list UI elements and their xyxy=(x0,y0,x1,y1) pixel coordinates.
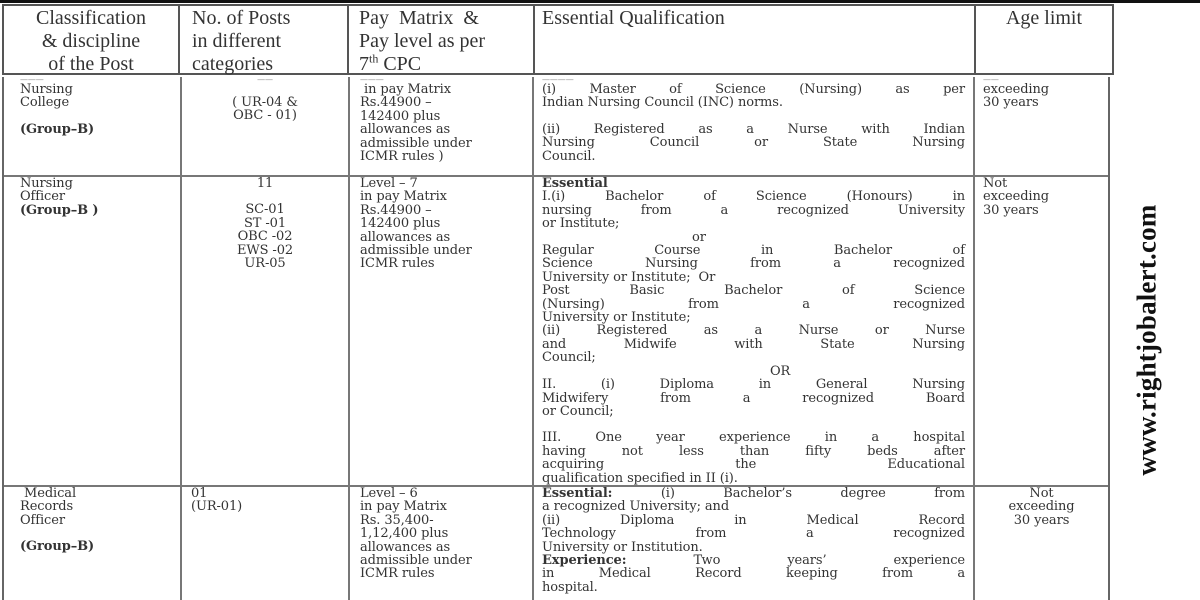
experience-label: Experience: xyxy=(542,553,627,569)
header-no-of-posts: No. of Posts in different categories xyxy=(180,6,349,73)
cell-posts: 11 SC-01 ST -01 OBC -02 EWS -02 UR-05 xyxy=(182,177,350,485)
cell-posts: —— ( UR-04 & OBC - 01) xyxy=(182,77,350,175)
watermark xyxy=(1127,180,1167,500)
table-header xyxy=(2,4,1114,75)
group-label: (Group–B ) xyxy=(20,202,99,218)
cell-post: ——— Nursing College (Group–B) xyxy=(4,77,182,175)
cell-qualification: Essential I.(i) Bachelor of Science (Honours) in nursing from a recognized University or Institute; or Regular Course in Bachelor of Science Nursing from a recognized University or Institute; Or Post Basic Bachelor of Science (Nursing) from a recognized University or Institute; (ii) Registered as a Nurse or Nurse and Midwife with State Nursing Council; OR II. (i) Diploma in General Nursing Midwifery from a recognized Board or Council; III. One year experience in a hospital having not less than fifty beds after acquiring the Educational qualification specified in II (i). xyxy=(534,177,975,485)
cell-age: Not exceeding 30 years xyxy=(983,176,1049,218)
header-age-limit: Age limit xyxy=(1005,7,1083,29)
header-classification: Classification & discipline of the Post xyxy=(4,6,180,73)
cell-post: Nursing Officer (Group–B ) xyxy=(4,177,182,485)
header-essential-qualification: Essential Qualification xyxy=(535,6,976,73)
posts-total: 11 xyxy=(256,176,274,191)
essential-heading: Essential xyxy=(542,176,608,191)
top-border xyxy=(0,0,1200,3)
cell-age: —— exceeding 30 years xyxy=(983,77,1049,111)
cell-pay: Level – 7 in pay Matrix Rs.44900 – 142400 plus allowances as admissible under ICMR rules xyxy=(350,177,534,485)
header-pay-matrix: Pay Matrix & Pay level as per 7th CPC xyxy=(349,6,535,73)
cell-pay: Level – 6 in pay Matrix Rs. 35,400- 1,12,400 plus allowances as admissible under ICMR rules xyxy=(350,487,534,600)
table-row-medical-records-officer xyxy=(4,487,1108,600)
table-row-nursing-college xyxy=(4,77,1108,177)
cell-pay: ——— in pay Matrix Rs.44900 – 142400 plus allowances as admissible under ICMR rules ) xyxy=(350,77,534,175)
header-pay-cpc: 7th CPC xyxy=(359,51,422,75)
table-row-nursing-officer xyxy=(4,177,1108,487)
cell-qualification: Essential: (i) Bachelor’s degree from a recognized University; and (ii) Diploma in Medical Record Technology from a recognized University or Institution. Experience: Two years’ experience in Medical Record keeping from a hospital. xyxy=(534,487,975,600)
cell-age: Not exceeding 30 years xyxy=(1008,486,1075,528)
cell-post: Medical Records Officer (Group–B) xyxy=(4,487,182,600)
group-label: (Group–B) xyxy=(20,539,95,555)
cell-qualification: ———— (i) Master of Science (Nursing) as per Indian Nursing Council (INC) norms. (ii) Registered as a Nurse with Indian Nursing Council or State Nursing Council. xyxy=(534,77,975,175)
group-label: (Group–B) xyxy=(20,121,95,137)
essential-label: Essential: xyxy=(542,486,613,501)
watermark-text: www.rightjobalert.com xyxy=(1131,204,1162,476)
cell-posts: 01 (UR-01) xyxy=(182,487,350,600)
table-body xyxy=(2,77,1110,600)
